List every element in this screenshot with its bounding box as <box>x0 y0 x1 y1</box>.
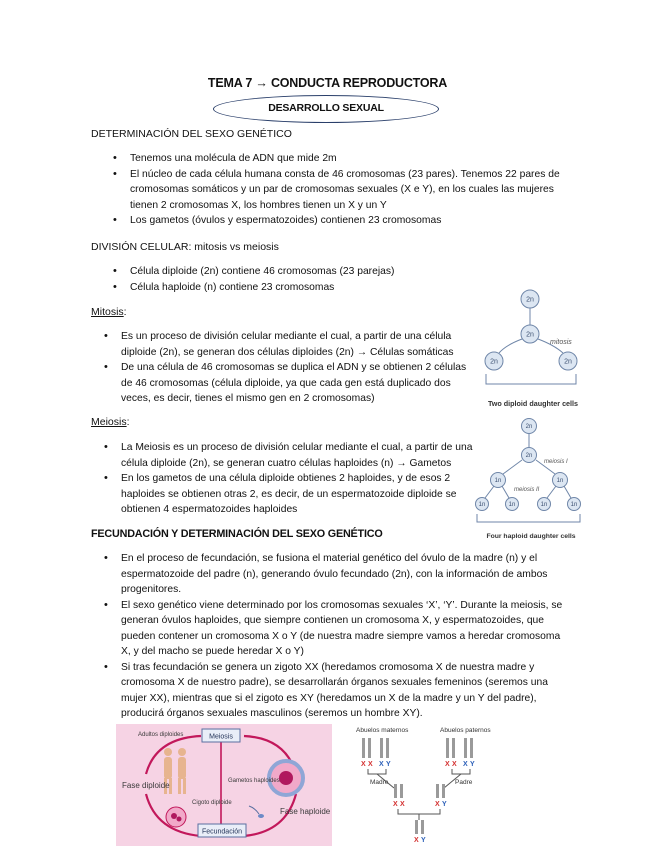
list-item: • El núcleo de cada célula humana consta de 46 cromosomas (23 pares). Tenemos 22 pares de cromosomas somáticos y un par de cromosomas sexuales (X e Y), en los cuales las mujeres tienen 2 cromosomas X, los hombres tienen un X y un Y <box>130 167 560 214</box>
allele-y: Y <box>470 761 475 768</box>
caption-mitosis: Two diploid daughter cells <box>487 399 579 408</box>
mitosis-diagram <box>478 288 588 412</box>
list-item: • La Meiosis es un proceso de división celular mediante el cual, a partir de una célula diploide (2n), se generan cuatro células haploides (n) → Gametos <box>121 440 487 471</box>
label-mid: 2n <box>525 453 533 459</box>
allele-x: X <box>463 761 468 768</box>
allele-y: Y <box>386 761 391 768</box>
allele-x: X <box>414 837 419 844</box>
caption-meiosis: Four haploid daughter cells <box>486 533 576 540</box>
heading-cell-division: DIVISIÓN CELULAR: mitosis vs meiosis <box>91 241 279 253</box>
list-item: • Los gametos (óvulos y espermatozoides) contienen 23 cromosomas <box>130 213 560 229</box>
list-item: • De una célula de 46 cromosomas se duplica el ADN y se obtienen 2 células de 46 cromosomas (célula diploide, ya que cada gen está duplicado dos veces, es decir, tienes el mismo gen en 2 cromosomas) <box>121 360 473 407</box>
sperm-icon <box>258 814 264 818</box>
cycle-fecund: Fecundación <box>201 828 243 836</box>
label-g2: 1n <box>508 502 516 508</box>
allele-x: X <box>368 761 373 768</box>
heading-sex-determination: DETERMINACIÓN DEL SEXO GENÉTICO <box>91 128 292 140</box>
allele-x: X <box>452 761 457 768</box>
allele-x: X <box>361 761 366 768</box>
label-meiosis1: meiosis I <box>544 459 568 465</box>
label-meiosis2: meiosis II <box>514 487 540 493</box>
list-item: • En el proceso de fecundación, se fusiona el material genético del óvulo de la madre (n) y el espermatozoide del padre (n), generando óvulo fecundado (2n), con la información de ambos progenitores. <box>121 551 563 598</box>
list-item: • Si tras fecundación se genera un zigoto XX (heredamos cromosoma X de nuestra madre y cromosoma X de nuestro padre), se desarrollarán órganos sexuales femeninos (seremos una mujer XX), mientras que si el zigoto es XY (heredamos un X de la madre y un Y del padre), producirá órganos sexuales masculinos (seremos un hombre XY). <box>121 660 563 722</box>
mitosis-colon: : <box>123 306 127 318</box>
grand-maternal: Abuelos maternos <box>356 727 409 734</box>
list-item: • En los gametos de una célula diploide obtienes 2 haploides, y de esos 2 haploides se obtienen otras 2, es decir, de un espermatozoide diploide se obtienen 4 espermatozoides haploides <box>121 471 487 518</box>
list-item: • Es un proceso de división celular mediante el cual, a partir de una célula diploide (2n), se generan dos células diploides (2n) → Células somáticas <box>121 329 473 360</box>
allele-y: Y <box>442 801 447 808</box>
heading-mitosis <box>91 305 127 321</box>
list-meiosis <box>121 440 487 518</box>
list-item: • Tenemos una molécula de ADN que mide 2m <box>130 151 560 167</box>
allele-x: X <box>379 761 384 768</box>
allele-x: X <box>445 761 450 768</box>
label-n-left: 1n <box>494 478 502 484</box>
allele-x: X <box>435 801 440 808</box>
grand-paternal: Abuelos paternos <box>440 727 491 734</box>
cycle-phase-hap: Fase haploide <box>280 807 331 816</box>
cycle-meiosis: Meiosis <box>209 733 233 741</box>
label-top: 2n <box>525 424 533 430</box>
meiosis-colon: : <box>126 416 130 428</box>
page-title: TEMA 7 → CONDUCTA REPRODUCTORA <box>207 76 448 90</box>
label-father: Padre <box>455 779 473 786</box>
meiosis-diagram <box>474 416 588 542</box>
label-g3: 1n <box>540 502 548 508</box>
label-left: 2n <box>490 358 498 366</box>
allele-y: Y <box>421 837 426 844</box>
heading-meiosis <box>91 415 130 431</box>
list-mitosis <box>121 329 473 407</box>
cycle-phase-dip: Fase diploide <box>122 781 170 790</box>
subtitle: DESARROLLO SEXUAL <box>268 102 384 115</box>
cycle-adults: Adultos diploides <box>138 732 184 738</box>
label-n-right: 1n <box>556 478 564 484</box>
subtitle-oval <box>213 95 439 123</box>
egg-nucleus-icon <box>279 771 293 785</box>
heading-fecundation: FECUNDACIÓN Y DETERMINACIÓN DEL SEXO GENÉTICO <box>91 528 383 540</box>
allele-x: X <box>393 801 398 808</box>
allele-x: X <box>400 801 405 808</box>
label-mitosis: mitosis <box>550 339 572 346</box>
label-g1: 1n <box>478 502 486 508</box>
label-mother: Madre <box>370 779 389 786</box>
label-mid: 2n <box>526 331 534 339</box>
cycle-gametes: Gametos haploides <box>228 778 280 784</box>
mitosis-title: Mitosis <box>91 306 124 318</box>
list-sec1 <box>130 151 560 229</box>
label-right: 2n <box>564 358 572 366</box>
list-item: • El sexo genético viene determinado por los cromosomas sexuales ‘X’, ‘Y’. Durante la meiosis, se generan óvulos haploides, que siempre contienen un cromosoma X, y espermatozoides, que pueden contener un cromosoma X o Y (de nuestra madre siempre vamos a heredar cromosoma X, y del macho se puede heredar X o Y) <box>121 598 563 660</box>
bracket <box>486 374 576 384</box>
label-g4: 1n <box>570 502 578 508</box>
inheritance-diagram <box>352 724 508 846</box>
list-sec3 <box>121 551 563 722</box>
life-cycle-diagram <box>116 724 332 846</box>
cycle-zygote: Cigoto diploide <box>192 800 232 806</box>
list-item: • Célula diploide (2n) contiene 46 cromosomas (23 parejas) <box>130 264 460 280</box>
meiosis-title: Meiosis <box>91 416 127 428</box>
list-item: • Célula haploide (n) contiene 23 cromosomas <box>130 280 460 296</box>
list-sec2 <box>130 264 460 295</box>
label-top: 2n <box>526 296 534 304</box>
